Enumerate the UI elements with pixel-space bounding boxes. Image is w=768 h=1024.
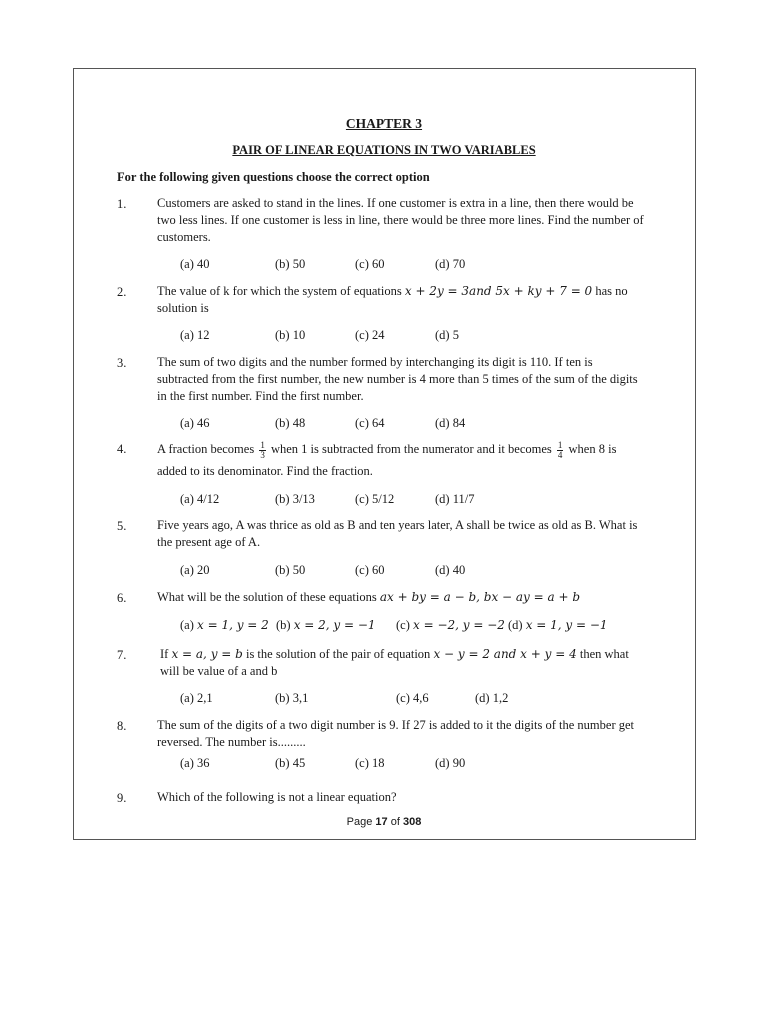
equation: x − y = 2 and x + y = 4	[433, 647, 577, 661]
option-a: (a) 40	[180, 257, 210, 271]
fraction: $\frac{1}{4}$	[557, 439, 563, 460]
option-d: (d) 5	[435, 328, 459, 342]
question-number: 3.	[117, 356, 127, 370]
option-c: (c) 60	[355, 563, 385, 577]
question-number: 6.	[117, 591, 127, 605]
option-a: (a) 46	[180, 416, 210, 430]
option-a: (a) 12	[180, 328, 210, 342]
option-c: (c) 4,6	[396, 691, 429, 705]
option-c: (c) 64	[355, 416, 385, 430]
question-number: 7.	[117, 648, 127, 662]
question-number: 1.	[117, 197, 127, 211]
option-a: (a) 2,1	[180, 691, 213, 705]
option-b: (b) x = 2, y = −1	[276, 618, 376, 632]
question-number: 2.	[117, 285, 127, 299]
option-d: (d) 84	[435, 416, 466, 430]
option-b: (b) 3,1	[275, 691, 309, 705]
question-text: Five years ago, A was thrice as old as B and ten years later, A shall be twice as old as B. What is the present age of A.	[157, 518, 638, 549]
instruction-text: For the following given questions choose the correct option	[117, 170, 430, 184]
question-text: The sum of the digits of a two digit number is 9. If 27 is added to it the digits of the number get reversed. The number is.........	[157, 718, 635, 749]
option-d: (d) 11/7	[435, 492, 475, 506]
option-d: (d) 40	[435, 563, 466, 577]
chapter-heading: CHAPTER 3	[345, 116, 423, 131]
option-c: (c) 18	[355, 756, 385, 770]
option-d: (d) 70	[435, 257, 466, 271]
equation: ax + by = a − b, bx − ay = a + b	[379, 590, 581, 604]
total-pages: 308	[402, 816, 422, 828]
option-b: (b) 45	[275, 756, 306, 770]
option-b: (b) 48	[275, 416, 306, 430]
page-footer: Page 17 of 308	[346, 816, 422, 828]
option-c: (c) x = −2, y = −2	[396, 618, 505, 632]
question-text: What will be the solution of these equations ax + by = a − b, bx − ay = a + b	[157, 590, 581, 604]
option-a: (a) 20	[180, 563, 210, 577]
question-text: The value of k for which the system of equations x + 2y = 3and 5x + ky + 7 = 0 has no solution is	[157, 284, 628, 315]
question-number: 8.	[117, 719, 127, 733]
fraction: $\frac{1}{3}$	[260, 439, 265, 460]
equation: x + 2y = 3and 5x + ky + 7 = 0	[404, 284, 593, 298]
option-c: (c) 24	[355, 328, 385, 342]
question-text: A fraction becomes $\frac{1}{3}$ when 1 is subtracted from the numerator and it becomes $\frac{1}{4}$ when 8 is added to its denominator. Find the fraction.	[157, 439, 617, 478]
question-text: Which of the following is not a linear equation?	[157, 790, 397, 804]
option-d: (d) 1,2	[475, 691, 509, 705]
question-text: Customers are asked to stand in the lines. If one customer is extra in a line, then there would be two less lines. If one customer is less in line, there would be three more lines. Find the number of customers.	[157, 196, 644, 244]
option-b: (b) 50	[275, 257, 306, 271]
option-b: (b) 3/13	[275, 492, 315, 506]
equation: x = a, y = b	[171, 647, 243, 661]
option-d: (d) x = 1, y = −1	[508, 618, 608, 632]
option-b: (b) 10	[275, 328, 306, 342]
current-page: 17	[375, 816, 388, 828]
option-d: (d) 90	[435, 756, 466, 770]
option-c: (c) 5/12	[355, 492, 395, 506]
question-number: 9.	[117, 791, 127, 805]
question-text: If x = a, y = b is the solution of the pair of equation x − y = 2 and x + y = 4 then what will be value of a and b	[160, 647, 629, 678]
option-a: (a) x = 1, y = 2	[180, 618, 269, 632]
question-number: 4.	[117, 442, 127, 456]
question-number: 5.	[117, 519, 127, 533]
option-a: (a) 36	[180, 756, 210, 770]
option-a: (a) 4/12	[180, 492, 220, 506]
option-b: (b) 50	[275, 563, 306, 577]
option-c: (c) 60	[355, 257, 385, 271]
chapter-subtitle: PAIR OF LINEAR EQUATIONS IN TWO VARIABLES	[232, 143, 536, 157]
question-text: The sum of two digits and the number formed by interchanging its digit is 110. If ten is subtracted from the first number, the new number is 4 more than 5 times of the sum of the digits in the first number. Find the first number.	[157, 355, 638, 403]
